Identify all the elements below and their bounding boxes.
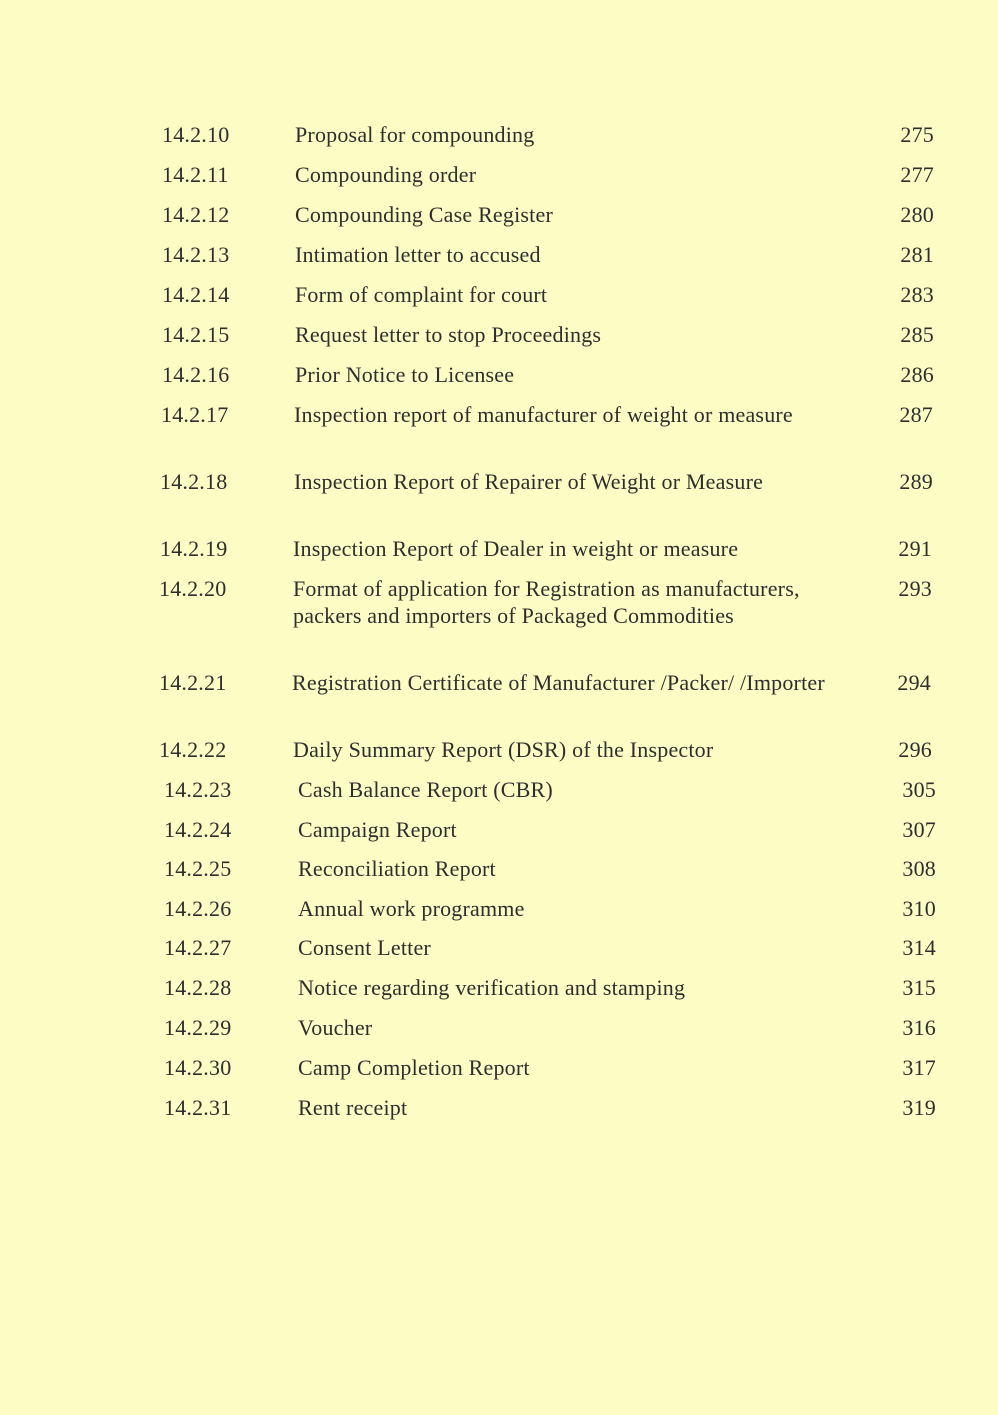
toc-page: 308 [902,856,936,881]
toc-page: 287 [899,402,933,427]
toc-title: Daily Summary Report (DSR) of the Inspector [293,737,714,762]
toc-title: Prior Notice to Licensee [295,362,515,387]
toc-page: 296 [898,737,932,762]
toc-number: 14.2.29 [164,1015,232,1040]
toc-title: Rent receipt [298,1095,408,1120]
toc-title: Voucher [298,1015,373,1040]
toc-title: Consent Letter [298,935,431,960]
toc-number: 14.2.19 [160,536,228,561]
toc-number: 14.2.10 [162,122,230,147]
toc-number: 14.2.15 [162,322,230,347]
toc-number: 14.2.31 [164,1095,232,1120]
toc-title: Inspection report of manufacturer of weight or measure [294,402,793,427]
toc-page: 275 [900,122,934,147]
toc-title: Compounding order [295,162,477,187]
toc-title: Cash Balance Report (CBR) [298,777,553,802]
toc-number: 14.2.30 [164,1055,232,1080]
toc-number: 14.2.28 [164,975,232,1000]
toc-number: 14.2.23 [164,777,232,802]
toc-page: 280 [900,202,934,227]
toc-number: 14.2.22 [159,737,227,762]
toc-title: Camp Completion Report [298,1055,530,1080]
toc-title: Request letter to stop Proceedings [295,322,602,347]
toc-title: Reconciliation Report [298,856,496,881]
toc-page: 283 [900,282,934,307]
toc-number: 14.2.17 [161,402,229,427]
toc-number: 14.2.26 [164,896,232,921]
toc-title: Campaign Report [298,817,457,842]
toc-title: Form of complaint for court [295,282,548,307]
toc-number: 14.2.13 [162,242,230,267]
toc-number: 14.2.14 [162,282,230,307]
toc-page: 305 [902,777,936,802]
toc-title: Inspection Report of Dealer in weight or measure [293,536,739,561]
toc-page: 317 [902,1055,936,1080]
toc-page: 314 [902,935,936,960]
toc-title: Proposal for compounding [295,122,535,147]
toc-title: Format of application for Registration as manufacturers, packers and importers of Packaged Commodities [293,576,800,628]
toc-number: 14.2.11 [162,162,229,187]
toc-title: Intimation letter to accused [295,242,541,267]
toc-number: 14.2.27 [164,935,232,960]
toc-page: 285 [900,322,934,347]
toc-title: Notice regarding verification and stamping [298,975,686,1000]
toc-page: 291 [898,536,932,561]
toc-page: 316 [902,1015,936,1040]
toc-number: 14.2.25 [164,856,232,881]
toc-page: 277 [900,162,934,187]
toc-title: Compounding Case Register [295,202,553,227]
toc-number: 14.2.16 [162,362,230,387]
toc-number: 14.2.18 [160,469,228,494]
toc-number: 14.2.12 [162,202,230,227]
toc-page: 286 [900,362,934,387]
toc-page: 281 [900,242,934,267]
toc-title: Registration Certificate of Manufacturer /Packer/ /Importer [292,670,825,695]
toc-title: Annual work programme [298,896,525,921]
toc-number: 14.2.20 [159,576,227,601]
toc-number: 14.2.21 [159,670,227,695]
toc-title: Inspection Report of Repairer of Weight or Measure [294,469,764,494]
toc-page: 294 [897,670,931,695]
toc-page: 319 [902,1095,936,1120]
toc-page: 310 [902,896,936,921]
toc-page: 293 [898,576,932,601]
toc-number: 14.2.24 [164,817,232,842]
toc-page: 289 [899,469,933,494]
toc-page: 307 [902,817,936,842]
toc-page: 315 [902,975,936,1000]
